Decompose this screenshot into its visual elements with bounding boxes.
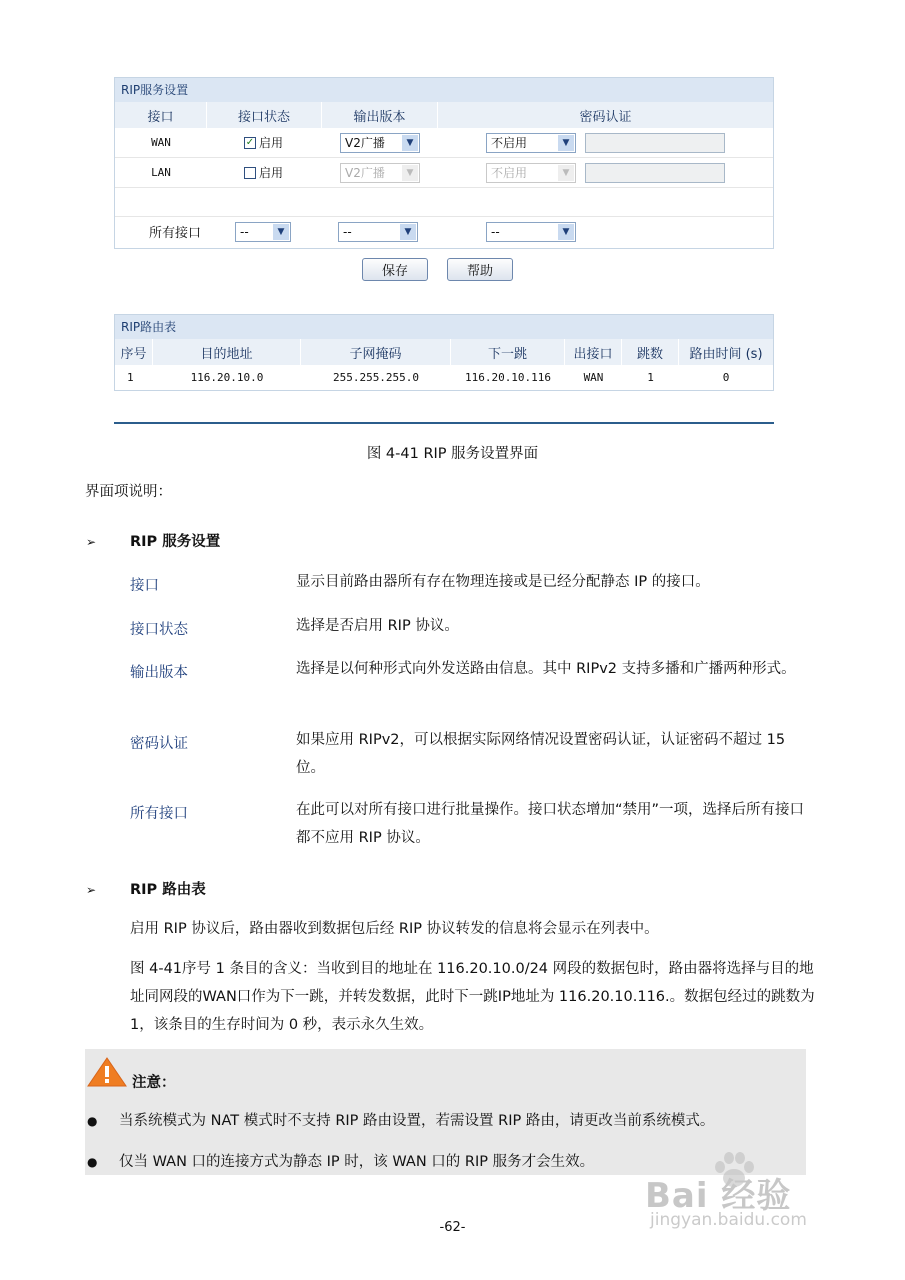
note-title: 注意： <box>132 1075 176 1091</box>
term-all-interfaces: 所有接口 <box>130 806 188 822</box>
section-title: RIP 服务设置 <box>130 534 221 550</box>
note-item: 当系统模式为 NAT 模式时不支持 RIP 路由设置，若需设置 RIP 路由，请更改当前系统模式。 <box>119 1113 715 1129</box>
col-header: 下一跳 <box>451 339 565 365</box>
cell: 255.255.255.0 <box>332 370 420 384</box>
interface-name: LAN <box>151 166 171 179</box>
term-description: 在此可以对所有接口进行批量操作。接口状态增加“禁用”一项，选择后所有接口都不应用 RIP 协议。 <box>296 802 805 846</box>
term-description: 显示目前路由器所有存在物理连接或是已经分配静态 IP 的接口。 <box>296 574 710 590</box>
panel-title: RIP服务设置 <box>115 78 773 102</box>
term-description: 如果应用 RIPv2，可以根据实际网络情况设置密码认证，认证密码不超过 15 位。 <box>296 732 786 776</box>
paragraph: 图 4-41序号 1 条目的含义：当收到目的地址在 116.20.10.0/24 网段的数据包时，路由器将选择与目的地址同网段的WAN口作为下一跳，并转发数据，此时下一跳IP地址为 116.20.10.116.。数据包经过的跳数为 1，该条目的生存时间为 0 秒，表示永久生效。 <box>130 961 815 1033</box>
help-button[interactable]: 帮助 <box>447 258 513 281</box>
divider <box>114 422 774 424</box>
all-interfaces-label: 所有接口 <box>148 226 201 241</box>
col-header: 跳数 <box>622 339 679 365</box>
select-value: V2广播 <box>345 165 385 180</box>
enable-checkbox-lan[interactable] <box>244 167 256 179</box>
chevron-down-icon: ▼ <box>400 224 416 240</box>
bullet-dot-icon: ● <box>87 1114 98 1128</box>
select-value: -- <box>343 224 352 239</box>
chevron-down-icon: ▼ <box>558 135 574 151</box>
select-value: 不启用 <box>491 135 528 150</box>
table-row <box>115 365 773 389</box>
watermark-brand: Bai 经验 <box>645 1176 792 1216</box>
all-auth-select[interactable] <box>486 222 576 242</box>
cell: 116.20.10.116 <box>464 370 552 384</box>
cell: 1 <box>647 370 654 384</box>
password-input-lan[interactable] <box>585 163 725 183</box>
col-header: 目的地址 <box>153 339 301 365</box>
enable-label: 启用 <box>259 136 284 150</box>
rip-route-table <box>114 314 774 391</box>
all-interfaces-row <box>115 217 773 246</box>
auth-select-wan[interactable] <box>486 133 576 153</box>
figure-caption: 图 4-41 RIP 服务设置界面 <box>366 446 539 462</box>
version-select-wan[interactable] <box>340 133 420 153</box>
col-header: 密码认证 <box>579 109 632 125</box>
term-output-version: 输出版本 <box>130 665 188 681</box>
all-status-select[interactable] <box>235 222 291 242</box>
rip-service-panel <box>114 77 774 249</box>
col-header: 接口 <box>115 102 207 128</box>
cell: WAN <box>583 370 604 384</box>
term-interface: 接口 <box>130 578 159 594</box>
term-password-auth: 密码认证 <box>130 736 188 752</box>
cell: 116.20.10.0 <box>190 370 264 384</box>
spacer-row <box>115 188 773 217</box>
bullet-arrow-icon: ➢ <box>86 535 97 549</box>
col-header: 输出版本 <box>322 102 438 128</box>
watermark-url: jingyan.baidu.com <box>650 1210 807 1230</box>
chevron-down-icon: ▼ <box>402 135 418 151</box>
warning-icon <box>87 1057 127 1087</box>
intro-text: 界面项说明： <box>85 484 172 500</box>
interface-row-wan <box>115 128 773 158</box>
bullet-dot-icon: ● <box>87 1155 98 1169</box>
table-header <box>115 102 773 128</box>
chevron-down-icon: ▼ <box>402 165 418 181</box>
paragraph: 启用 RIP 协议后，路由器收到数据包后经 RIP 协议转发的信息将会显示在列表中。 <box>130 921 659 937</box>
panel-title: RIP路由表 <box>115 315 773 339</box>
select-value: -- <box>240 224 249 239</box>
section-title: RIP 路由表 <box>130 882 206 898</box>
note-item: 仅当 WAN 口的连接方式为静态 IP 时，该 WAN 口的 RIP 服务才会生效。 <box>119 1154 595 1170</box>
enable-label: 启用 <box>259 166 284 180</box>
interface-row-lan <box>115 158 773 188</box>
term-description: 选择是以何种形式向外发送路由信息。其中 RIPv2 支持多播和广播两种形式。 <box>296 661 796 677</box>
all-version-select[interactable] <box>338 222 418 242</box>
auth-select-lan[interactable] <box>486 163 576 183</box>
cell: 1 <box>127 370 134 384</box>
col-header: 接口状态 <box>207 102 322 128</box>
col-header: 序号 <box>115 339 153 365</box>
select-value: 不启用 <box>491 165 528 180</box>
page-number: -62- <box>439 1220 466 1235</box>
enable-checkbox-wan[interactable]: ✓ <box>245 137 255 148</box>
chevron-down-icon: ▼ <box>558 224 574 240</box>
chevron-down-icon: ▼ <box>273 224 289 240</box>
password-input-wan[interactable] <box>585 133 725 153</box>
col-header: 出接口 <box>565 339 622 365</box>
col-header: 子网掩码 <box>301 339 451 365</box>
col-header: 路由时间 (s) <box>689 346 763 362</box>
interface-name: WAN <box>151 136 171 149</box>
term-description: 选择是否启用 RIP 协议。 <box>296 618 459 634</box>
table-header <box>115 339 773 365</box>
select-value: V2广播 <box>345 135 385 150</box>
select-value: -- <box>491 224 500 239</box>
bullet-arrow-icon: ➢ <box>86 883 97 897</box>
term-interface-status: 接口状态 <box>130 622 188 638</box>
cell: 0 <box>722 370 730 384</box>
save-button[interactable]: 保存 <box>362 258 428 281</box>
version-select-lan[interactable] <box>340 163 420 183</box>
chevron-down-icon: ▼ <box>558 165 574 181</box>
